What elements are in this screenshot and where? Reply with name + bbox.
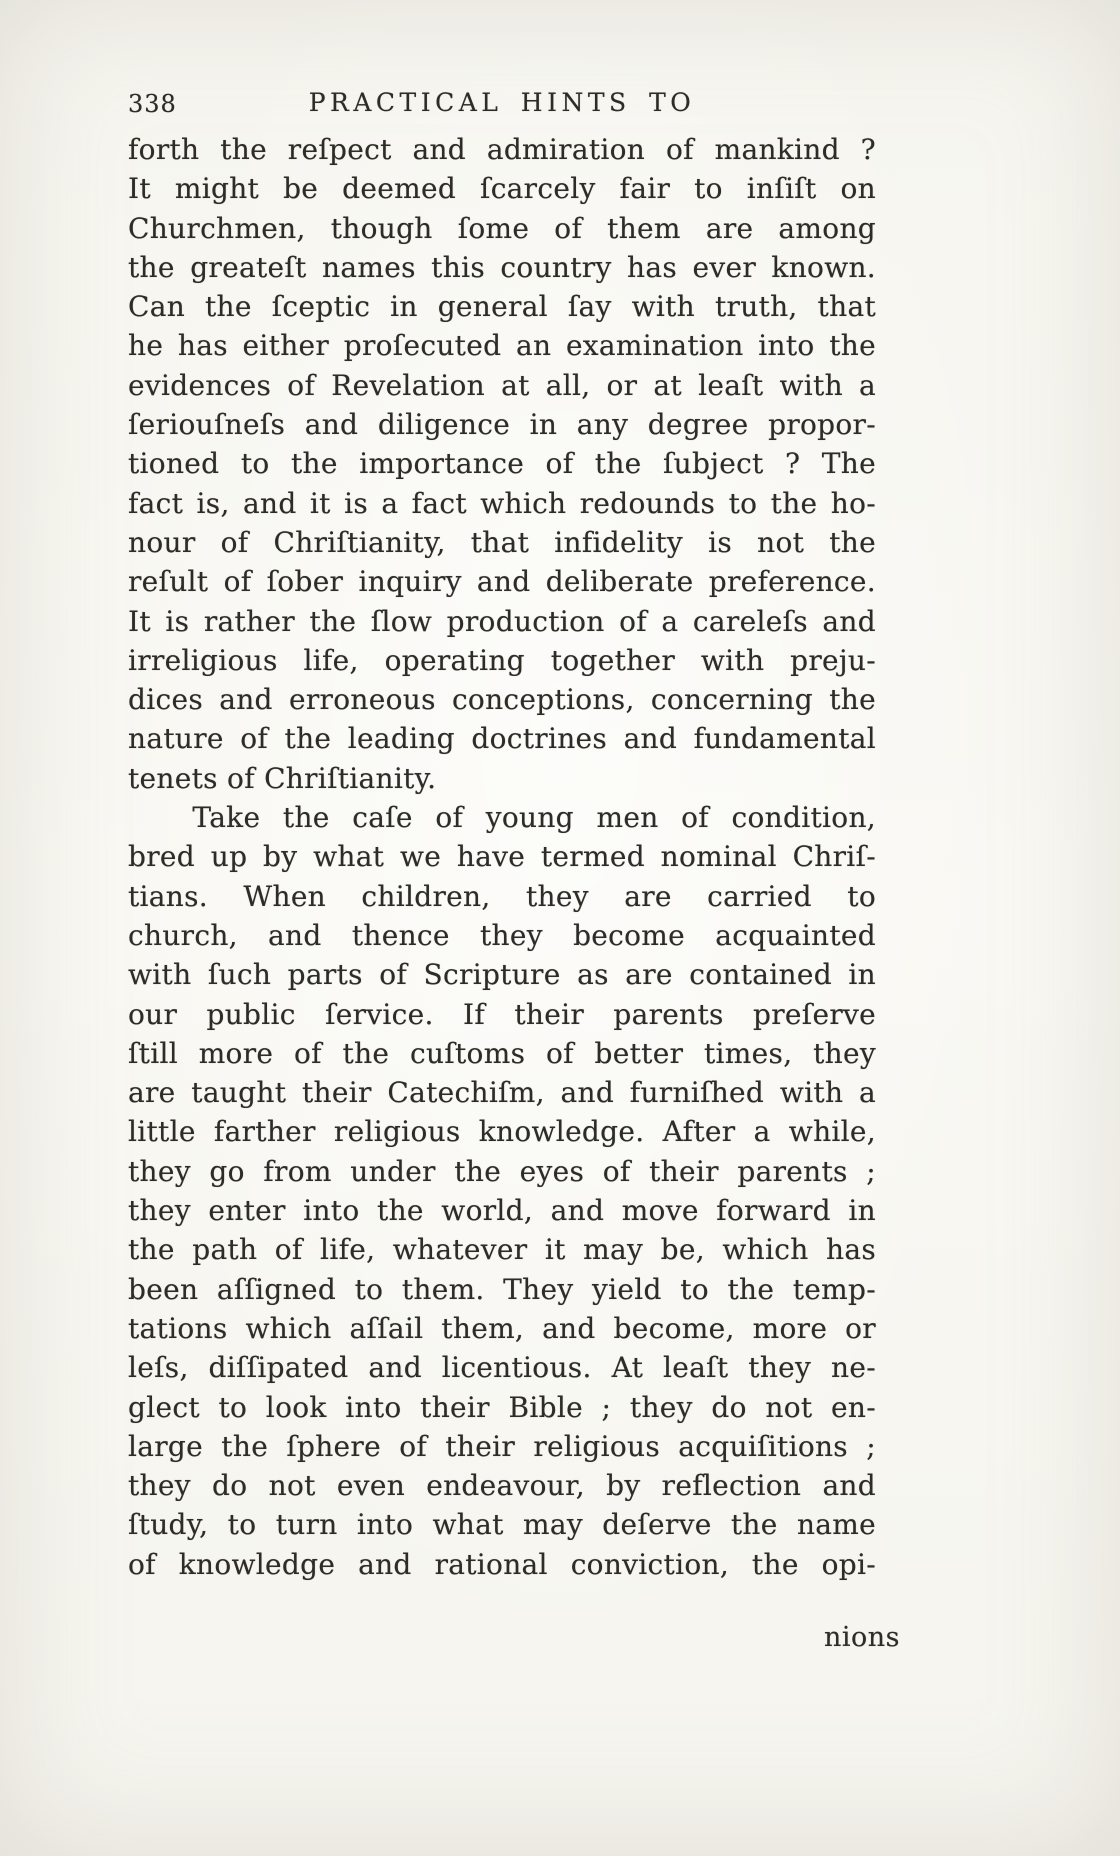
- catchword: nions: [823, 1622, 900, 1653]
- text-line: little farther religious knowledge. After a while,: [128, 1115, 876, 1149]
- text-line: reſult of ſober inquiry and deliberate preference.: [128, 565, 876, 599]
- text-line: tians. When children, they are carried to: [128, 879, 876, 913]
- text-line: leſs, diſſipated and licentious. At leaſt they ne-: [128, 1351, 876, 1385]
- page-number: 338: [128, 90, 177, 118]
- text-line: fact is, and it is a fact which redounds to the ho-: [128, 486, 876, 520]
- text-line: bred up by what we have termed nominal Chriſ-: [128, 840, 876, 874]
- text-line: the path of life, whatever it may be, which has: [128, 1233, 876, 1267]
- text-line: Take the caſe of young men of condition,: [192, 801, 876, 835]
- text-line: he has either proſecuted an examination into the: [128, 329, 876, 363]
- catchword-row: [128, 1622, 900, 1653]
- text-line: they go from under the eyes of their parents ;: [128, 1154, 876, 1188]
- text-line: they do not even endeavour, by reflection and: [128, 1469, 876, 1503]
- text-line: been aſſigned to them. They yield to the temp-: [128, 1272, 876, 1306]
- text-line: ſtudy, to turn into what may deſerve the name: [128, 1508, 876, 1542]
- text-line: nature of the leading doctrines and fundamental: [128, 722, 876, 756]
- text-line: large the ſphere of their religious acquiſitions ;: [128, 1429, 876, 1463]
- text-line: nour of Chriſtianity, that infidelity is not the: [128, 525, 876, 559]
- text-line: forth the reſpect and admiration of mankind ?: [128, 133, 876, 166]
- text-body: [128, 130, 876, 1584]
- text-line: of knowledge and rational conviction, the opi-: [128, 1547, 876, 1581]
- running-header: PRACTICAL HINTS TO: [308, 88, 696, 117]
- text-line: tations which aſſail them, and become, more or: [128, 1311, 876, 1345]
- text-line: It is rather the ſlow production of a careleſs and: [128, 604, 876, 638]
- text-line: tenets of Chriſtianity.: [128, 761, 437, 795]
- text-line: Churchmen, though ſome of them are among: [128, 211, 876, 245]
- text-line: the greateſt names this country has ever known.: [128, 250, 876, 284]
- text-line: Can the ſceptic in general ſay with truth, that: [128, 290, 876, 324]
- text-line: ſtill more of the cuſtoms of better times, they: [128, 1036, 876, 1070]
- text-line: irreligious life, operating together with preju-: [128, 643, 876, 677]
- page-header: [128, 88, 876, 122]
- text-line: ſeriouſneſs and diligence in any degree propor-: [128, 408, 876, 442]
- text-line: It might be deemed ſcarcely fair to inſiſt on: [128, 172, 876, 206]
- text-line: with ſuch parts of Scripture as are contained in: [128, 958, 876, 992]
- text-line: tioned to the importance of the ſubject ? The: [128, 447, 876, 481]
- text-line: evidences of Revelation at all, or at leaſt with a: [128, 368, 876, 402]
- text-line: glect to look into their Bible ; they do not en-: [128, 1390, 876, 1424]
- text-line: our public ſervice. If their parents preſerve: [128, 997, 876, 1031]
- text-line: they enter into the world, and move forward in: [128, 1194, 876, 1228]
- text-line: dices and erroneous conceptions, concerning the: [128, 683, 876, 717]
- text-line: are taught their Catechiſm, and furniſhed with a: [128, 1076, 876, 1110]
- text-line: church, and thence they become acquainted: [128, 918, 876, 952]
